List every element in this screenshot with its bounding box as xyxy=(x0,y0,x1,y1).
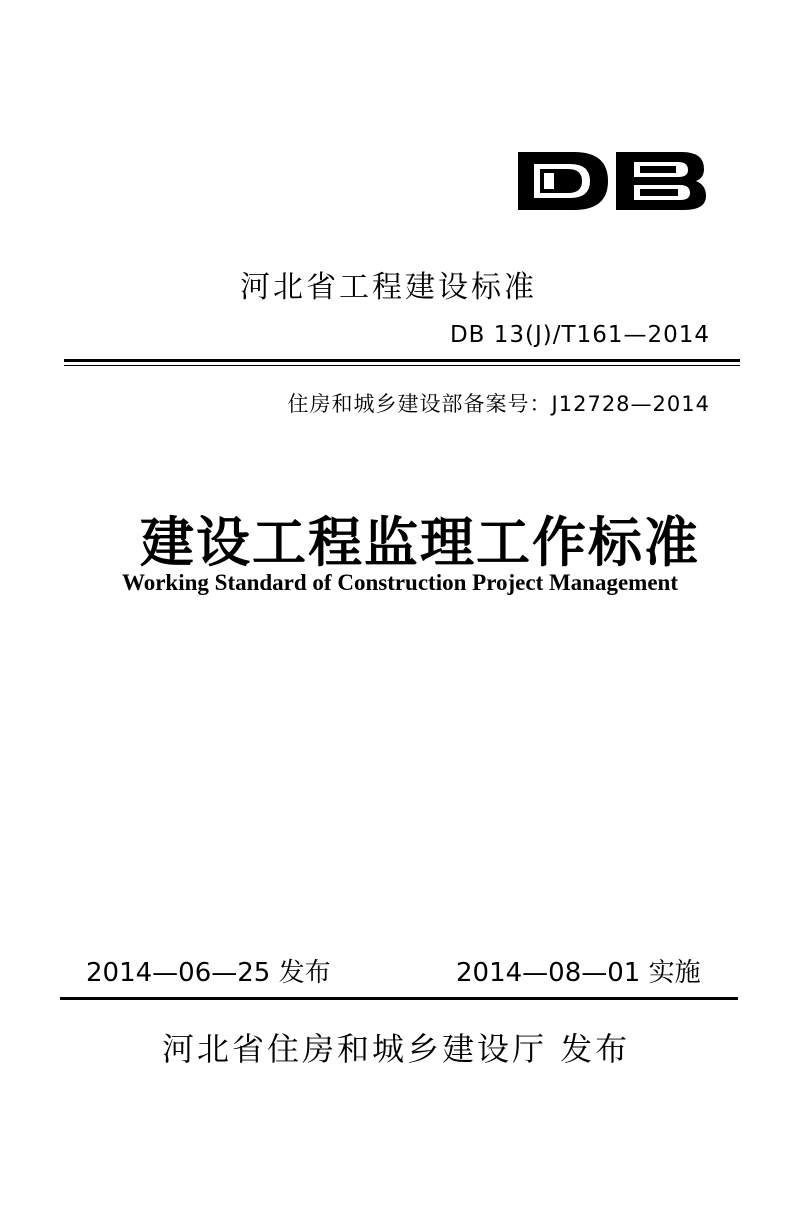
header-rule xyxy=(64,359,740,362)
publish-date: 2014—06—25 发布 xyxy=(86,958,331,988)
record-number: 住房和城乡建设部备案号：J12728—2014 xyxy=(287,392,710,416)
standard-number: DB 13(J)/T161—2014 xyxy=(449,322,710,348)
standard-series: 河北省工程建设标准 xyxy=(240,270,537,305)
header-rule-thin xyxy=(64,365,740,366)
db-logo xyxy=(512,142,712,220)
title-english: Working Standard of Construction Project Management xyxy=(121,570,679,595)
footer-rule xyxy=(60,997,738,1000)
publisher: 河北省住房和城乡建设厅 发布 xyxy=(162,1030,631,1068)
implement-date: 2014—08—01 实施 xyxy=(456,958,701,988)
title-chinese: 建设工程监理工作标准 xyxy=(140,510,700,574)
db-logo-graphic xyxy=(512,142,712,220)
